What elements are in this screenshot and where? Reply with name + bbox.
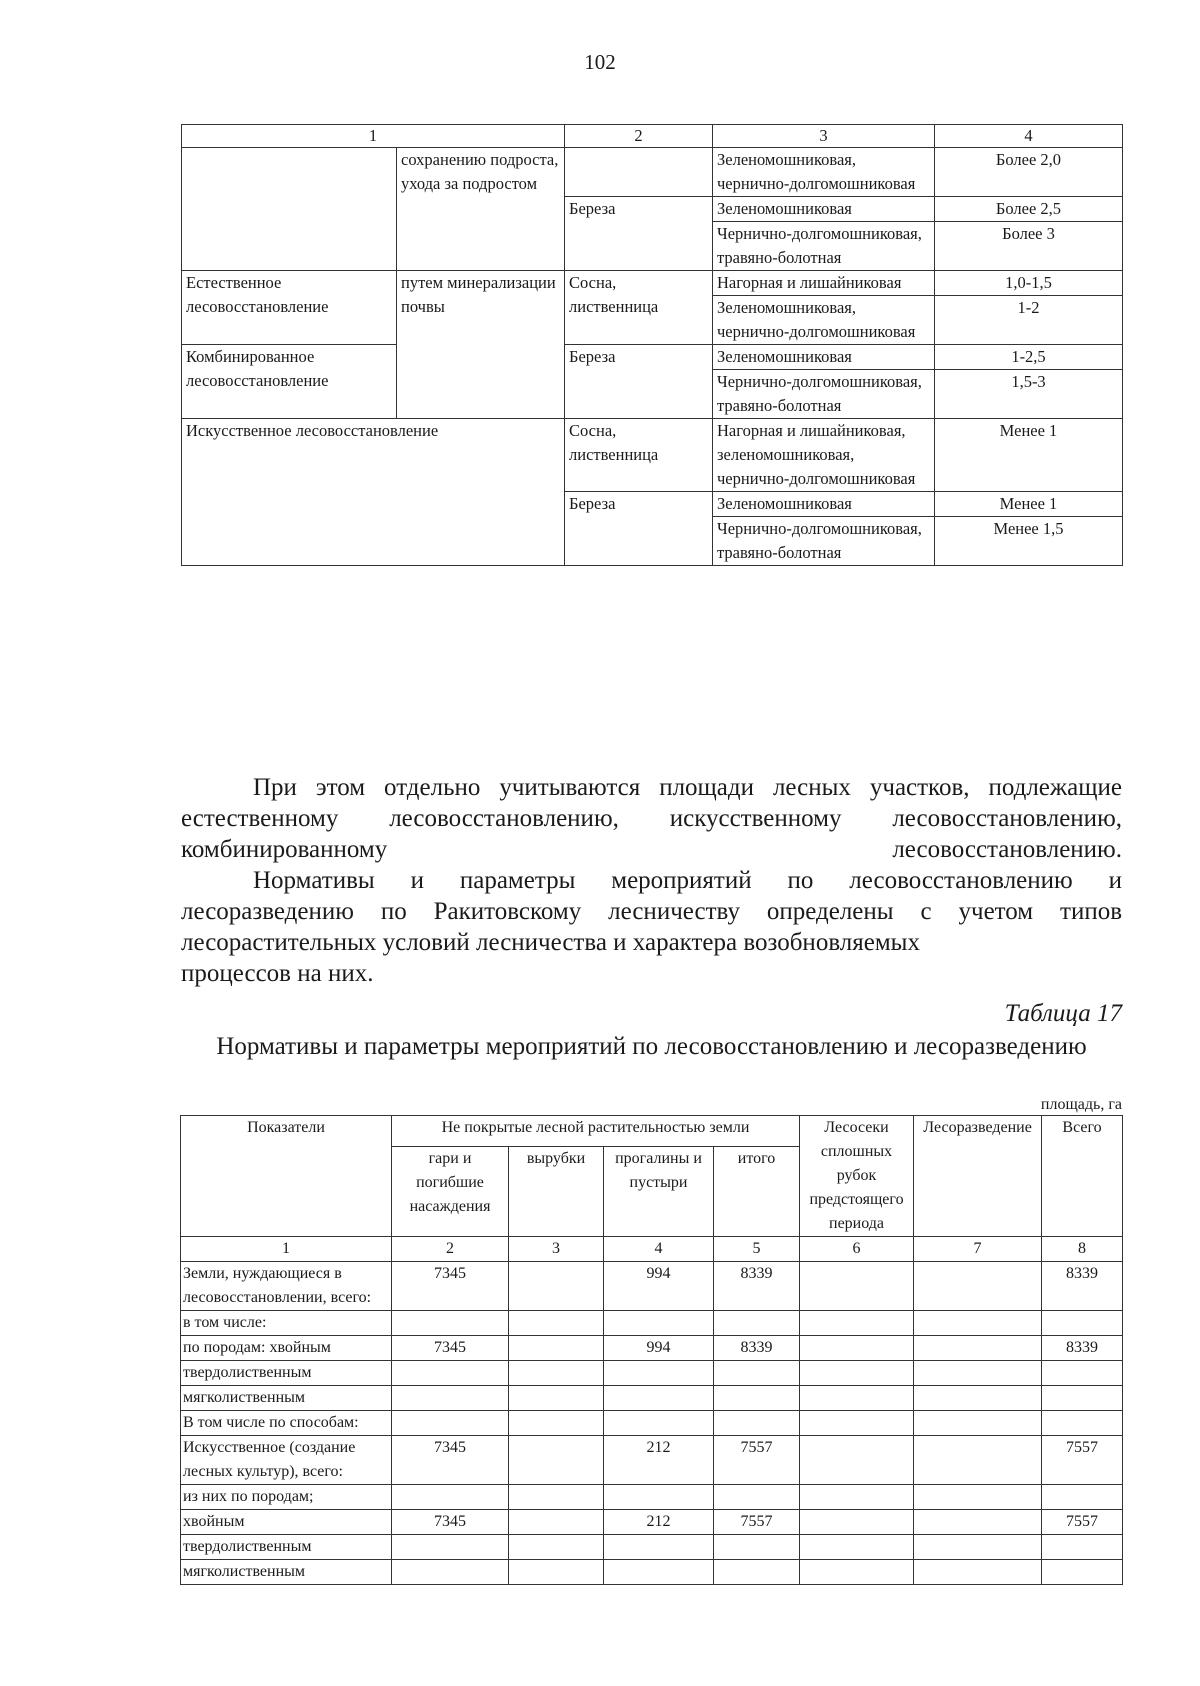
header-indicators: Показатели — [181, 1116, 392, 1237]
value-cell: Менее 1 — [935, 492, 1123, 517]
species-cell — [565, 148, 713, 197]
value-cell: Более 2,0 — [935, 148, 1123, 197]
table-header-row — [181, 1116, 1123, 1147]
value-cell: Более 2,5 — [935, 197, 1123, 222]
row-label: Искусственное (создание лесных культур), всего: — [181, 1436, 392, 1485]
column-number: 8 — [1042, 1237, 1123, 1262]
forest-type-cell: Зеленомошниковая — [713, 197, 935, 222]
total-cell — [1042, 1560, 1123, 1585]
burnt-cell — [392, 1560, 509, 1585]
column-number: 4 — [935, 125, 1123, 148]
clearcut-cell — [800, 1510, 914, 1535]
clearcut-cell — [800, 1311, 914, 1336]
table-row — [181, 1361, 1123, 1386]
row-label: по породам: хвойным — [181, 1336, 392, 1361]
burnt-cell — [392, 1485, 509, 1510]
table-row — [182, 148, 1123, 197]
column-number: 2 — [392, 1237, 509, 1262]
glades-cell: 994 — [604, 1262, 714, 1311]
value-cell: 1-2,5 — [935, 345, 1123, 370]
clearcut-cell — [800, 1485, 914, 1510]
total-cell: 8339 — [1042, 1336, 1123, 1361]
cuttings-cell — [509, 1485, 604, 1510]
subtotal-cell: 7557 — [714, 1510, 800, 1535]
afforestation-cell — [914, 1386, 1042, 1411]
row-label: В том числе по способам: — [181, 1411, 392, 1436]
glades-cell: 994 — [604, 1336, 714, 1361]
value-cell: 1,5-3 — [935, 370, 1123, 419]
glades-cell: 212 — [604, 1436, 714, 1485]
table-caption: Таблица 17 — [1004, 1000, 1122, 1027]
total-cell: 7557 — [1042, 1436, 1123, 1485]
header-cuttings: вырубки — [509, 1146, 604, 1236]
table-row — [181, 1262, 1123, 1311]
burnt-cell — [392, 1311, 509, 1336]
page-number: 102 — [584, 50, 616, 74]
row-label: мягколиственным — [181, 1386, 392, 1411]
afforestation-cell — [914, 1361, 1042, 1386]
total-cell — [1042, 1485, 1123, 1510]
species-cell: Береза — [565, 492, 713, 566]
glades-cell — [604, 1361, 714, 1386]
category-cell: Искусственное лесовосстановление — [182, 419, 565, 566]
column-number: 5 — [714, 1237, 800, 1262]
species-cell: Сосна, лиственница — [565, 271, 713, 345]
afforestation-cell — [914, 1485, 1042, 1510]
table-header-row — [182, 125, 1123, 148]
burnt-cell — [392, 1361, 509, 1386]
value-cell: Менее 1 — [935, 419, 1123, 492]
species-cell: Сосна, лиственница — [565, 419, 713, 492]
clearcut-cell — [800, 1361, 914, 1386]
subtotal-cell — [714, 1411, 800, 1436]
cuttings-cell — [509, 1510, 604, 1535]
clearcut-cell — [800, 1436, 914, 1485]
subtotal-cell — [714, 1361, 800, 1386]
forest-type-cell: Чернично-долгомошниковая, травяно-болотная — [713, 517, 935, 566]
table-row — [181, 1386, 1123, 1411]
subtotal-cell: 8339 — [714, 1336, 800, 1361]
column-number: 1 — [181, 1237, 392, 1262]
forest-type-cell: Зеленомошниковая, чернично-долгомошниковая — [713, 296, 935, 345]
forest-type-cell: Зеленомошниковая — [713, 345, 935, 370]
clearcut-cell — [800, 1411, 914, 1436]
paragraph-text: процессов на них. — [181, 960, 374, 987]
subtotal-cell — [714, 1560, 800, 1585]
cuttings-cell — [509, 1361, 604, 1386]
clearcut-cell — [800, 1560, 914, 1585]
value-cell: 1-2 — [935, 296, 1123, 345]
total-cell — [1042, 1361, 1123, 1386]
header-clearcut: Лесосеки сплошных рубок предстоящего периода — [800, 1116, 914, 1237]
column-number: 7 — [914, 1237, 1042, 1262]
burnt-cell — [392, 1535, 509, 1560]
subtotal-cell: 7557 — [714, 1436, 800, 1485]
header-uncovered-lands: Не покрытые лесной растительностью земли — [392, 1116, 800, 1147]
total-cell: 8339 — [1042, 1262, 1123, 1311]
burnt-cell: 7345 — [392, 1510, 509, 1535]
burnt-cell: 7345 — [392, 1262, 509, 1311]
afforestation-cell — [914, 1510, 1042, 1535]
afforestation-cell — [914, 1262, 1042, 1311]
glades-cell — [604, 1411, 714, 1436]
cuttings-cell — [509, 1535, 604, 1560]
column-number: 4 — [604, 1237, 714, 1262]
subtotal-cell — [714, 1386, 800, 1411]
burnt-cell — [392, 1386, 509, 1411]
table-body — [181, 1262, 1123, 1585]
table-row — [181, 1535, 1123, 1560]
column-numbers-row — [181, 1237, 1123, 1262]
row-label: в том числе: — [181, 1311, 392, 1336]
clearcut-cell — [800, 1336, 914, 1361]
total-cell — [1042, 1386, 1123, 1411]
subtotal-cell — [714, 1485, 800, 1510]
subtotal-cell — [714, 1535, 800, 1560]
forest-type-cell: Зеленомошниковая — [713, 492, 935, 517]
reforestation-standards-table — [181, 124, 1123, 566]
table-row — [182, 345, 1123, 370]
clearcut-cell — [800, 1262, 914, 1311]
glades-cell: 212 — [604, 1510, 714, 1535]
method-cell: путем минерализации почвы — [397, 271, 565, 419]
table-title: Нормативы и параметры мероприятий по лесовосстановлению и лесоразведению — [216, 1033, 1087, 1060]
column-number: 1 — [182, 125, 565, 148]
glades-cell — [604, 1535, 714, 1560]
total-cell — [1042, 1411, 1123, 1436]
subtotal-cell: 8339 — [714, 1262, 800, 1311]
paragraph — [181, 865, 1122, 989]
glades-cell — [604, 1560, 714, 1585]
table-row — [181, 1436, 1123, 1485]
afforestation-cell — [914, 1560, 1042, 1585]
total-cell — [1042, 1311, 1123, 1336]
forest-type-cell: Зеленомошниковая, чернично-долгомошниковая — [713, 148, 935, 197]
clearcut-cell — [800, 1535, 914, 1560]
column-number: 3 — [713, 125, 935, 148]
glades-cell — [604, 1485, 714, 1510]
forest-type-cell: Нагорная и лишайниковая — [713, 271, 935, 296]
row-label: твердолиственным — [181, 1535, 392, 1560]
glades-cell — [604, 1311, 714, 1336]
header-subtotal: итого — [714, 1146, 800, 1236]
burnt-cell: 7345 — [392, 1336, 509, 1361]
table-row — [182, 271, 1123, 296]
afforestation-cell — [914, 1311, 1042, 1336]
value-cell: Менее 1,5 — [935, 517, 1123, 566]
paragraph-text: Нормативы и параметры мероприятий по лесовосстановлению и лесоразведению по Ракитовскому лесничеству определены с учетом типов лесорастительных условий лесничества и характера возобновляемых — [181, 867, 1122, 956]
unit-label: площадь, га — [1040, 1096, 1122, 1113]
header-burnt: гари и погибшие насаждения — [392, 1146, 509, 1236]
reforestation-parameters-table — [180, 1115, 1123, 1585]
total-cell — [1042, 1535, 1123, 1560]
afforestation-cell — [914, 1336, 1042, 1361]
table-row — [181, 1311, 1123, 1336]
afforestation-cell — [914, 1436, 1042, 1485]
category-cell: Комбинированное лесовосстановление — [182, 345, 397, 419]
column-number: 6 — [800, 1237, 914, 1262]
header-total: Всего — [1042, 1116, 1123, 1237]
species-cell: Береза — [565, 345, 713, 419]
cuttings-cell — [509, 1386, 604, 1411]
table-row — [182, 419, 1123, 492]
table-row — [181, 1485, 1123, 1510]
cuttings-cell — [509, 1336, 604, 1361]
species-cell: Береза — [565, 197, 713, 271]
burnt-cell: 7345 — [392, 1436, 509, 1485]
value-cell: Более 3 — [935, 222, 1123, 271]
header-glades: прогалины и пустыри — [604, 1146, 714, 1236]
method-cell: сохранению подроста, ухода за подростом — [397, 148, 565, 271]
total-cell: 7557 — [1042, 1510, 1123, 1535]
column-number: 2 — [565, 125, 713, 148]
burnt-cell — [392, 1411, 509, 1436]
forest-type-cell: Чернично-долгомошниковая, травяно-болотная — [713, 370, 935, 419]
category-cell: Естественное лесовосстановление — [182, 271, 397, 345]
cuttings-cell — [509, 1560, 604, 1585]
clearcut-cell — [800, 1386, 914, 1411]
table-row — [181, 1336, 1123, 1361]
glades-cell — [604, 1386, 714, 1411]
forest-type-cell: Чернично-долгомошниковая, травяно-болотная — [713, 222, 935, 271]
row-label: твердолиственным — [181, 1361, 392, 1386]
table-row — [181, 1510, 1123, 1535]
cuttings-cell — [509, 1436, 604, 1485]
column-number: 3 — [509, 1237, 604, 1262]
table-row — [181, 1560, 1123, 1585]
subtotal-cell — [714, 1311, 800, 1336]
cuttings-cell — [509, 1311, 604, 1336]
value-cell: 1,0-1,5 — [935, 271, 1123, 296]
forest-type-cell: Нагорная и лишайниковая, зеленомошниковая, чернично-долгомошниковая — [713, 419, 935, 492]
cuttings-cell — [509, 1262, 604, 1311]
row-label: Земли, нуждающиеся в лесовосстановлении, всего: — [181, 1262, 392, 1311]
row-label: хвойным — [181, 1510, 392, 1535]
afforestation-cell — [914, 1411, 1042, 1436]
category-cell — [182, 148, 397, 271]
row-label: из них по породам; — [181, 1485, 392, 1510]
afforestation-cell — [914, 1535, 1042, 1560]
text-body — [181, 772, 1122, 989]
table-row — [181, 1411, 1123, 1436]
cuttings-cell — [509, 1411, 604, 1436]
header-afforestation: Лесоразведение — [914, 1116, 1042, 1237]
row-label: мягколиственным — [181, 1560, 392, 1585]
paragraph: При этом отдельно учитываются площади лесных участков, подлежащие естественному лесовосстановлению, искусственному лесовосстановлению, комбинированному лесовосстановлению. — [181, 774, 1122, 863]
